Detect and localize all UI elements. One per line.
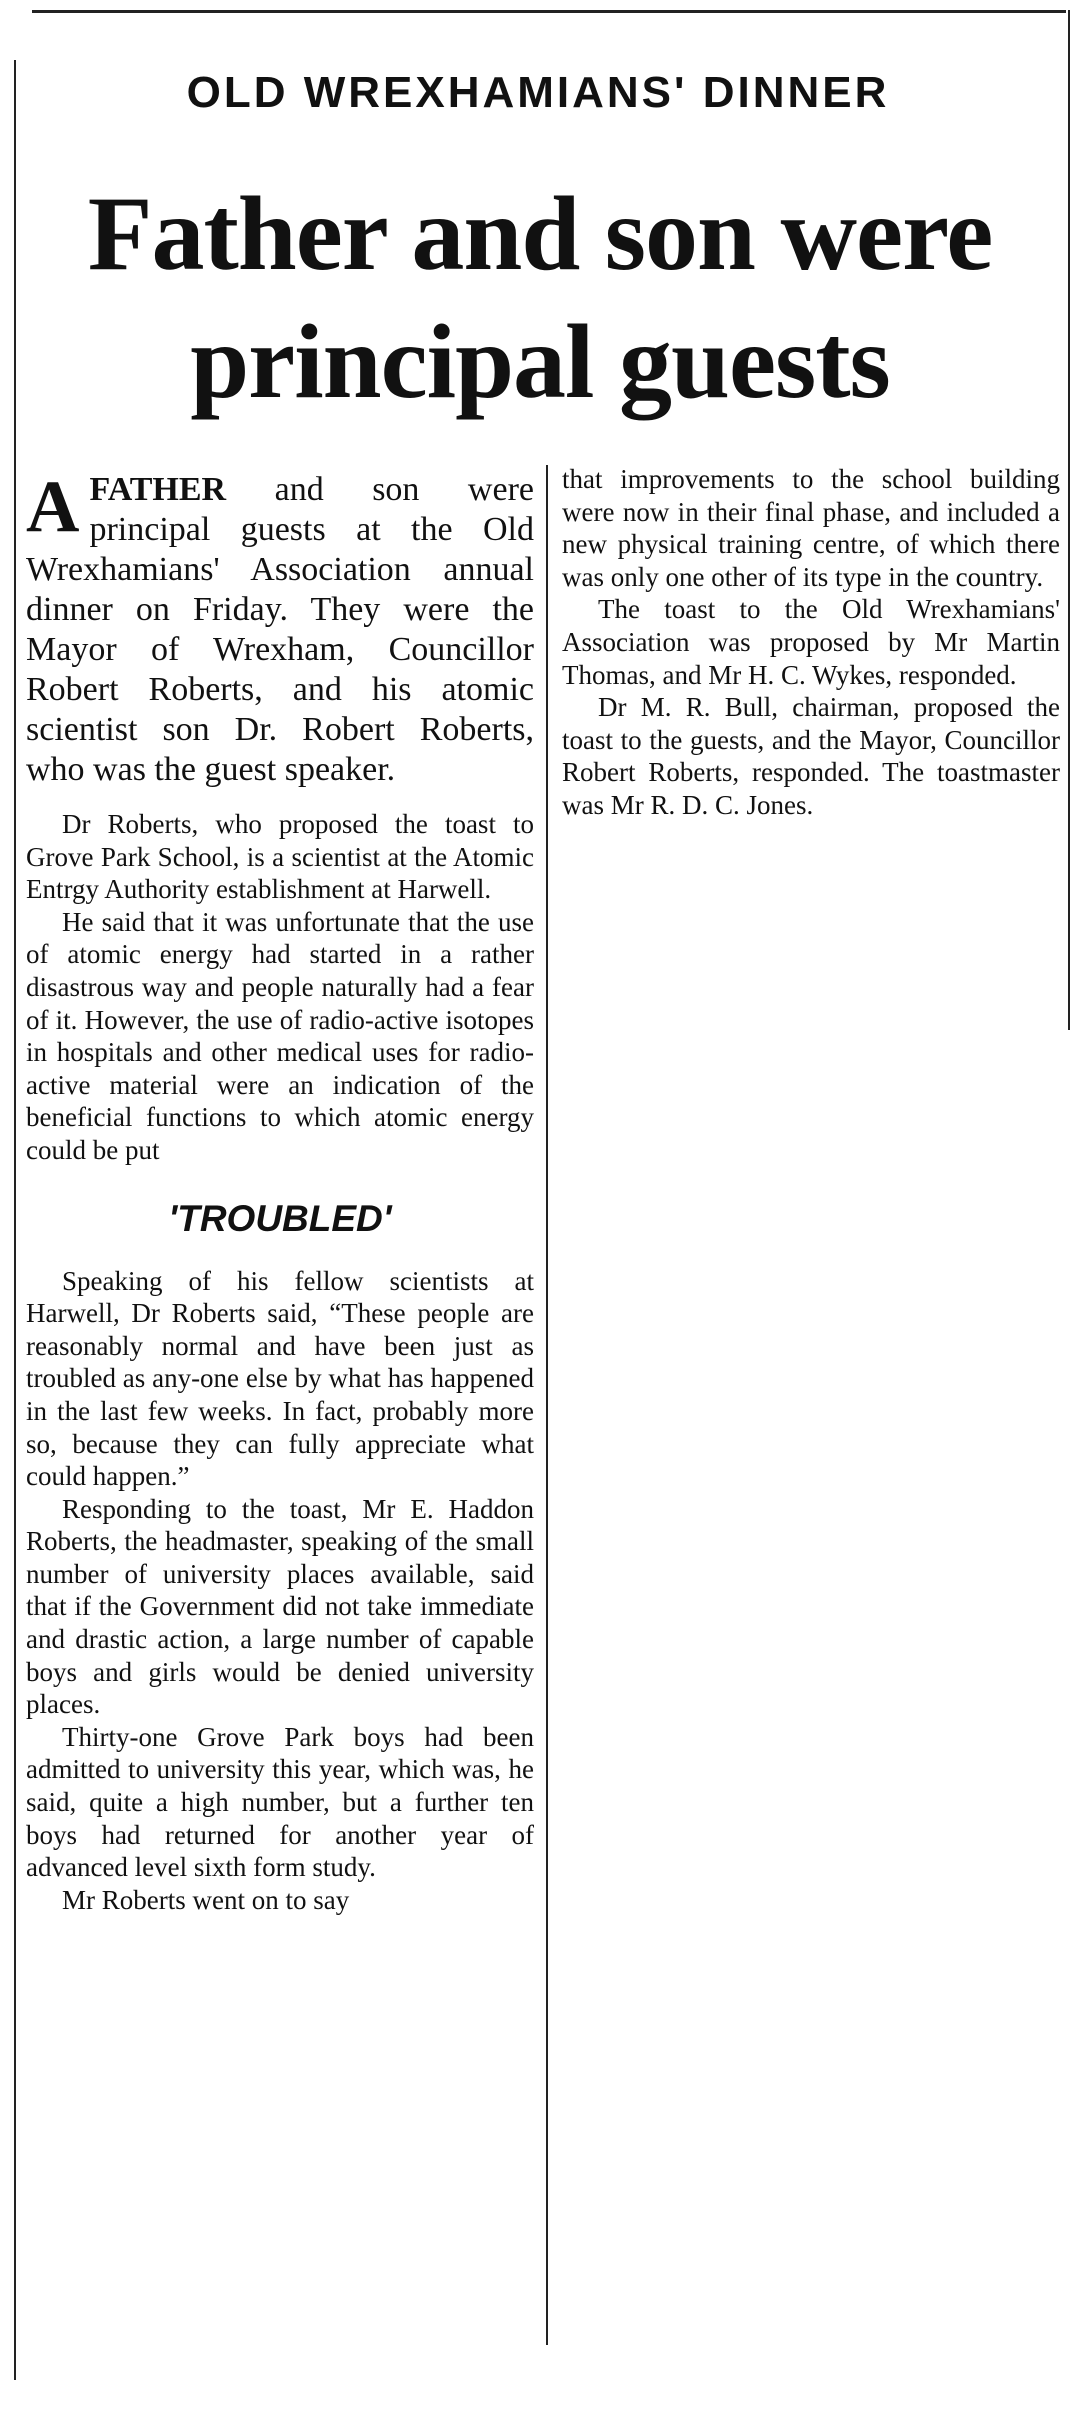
body-paragraph: that improvements to the school building were now in their final phase, and included a new physical training centre, of which there was only one other of its type in the country. <box>562 464 1060 592</box>
lead-paragraph <box>26 466 534 790</box>
top-rule <box>32 10 1066 13</box>
subheading: 'TROUBLED' <box>168 1197 392 1239</box>
body-paragraph: Speaking of his fellow scientists at Harwell, Dr Roberts said, “These people are reasonably normal and have been just as troubled as any-one else by what has happened in the last few weeks. In fact, probably more so, because they can fully appreciate what could happen.” <box>26 1265 534 1492</box>
column-two <box>562 463 1060 822</box>
body-paragraph: He said that it was unfortunate that the use of atomic energy had started in a rather disastrous way and people naturally had a fear of it. However, the use of radio-active isotopes in hospitals and other medical uses for radio-active material were an indication of the beneficial functions to which atomic energy could be put <box>26 906 534 1165</box>
lead-text: and son were principal guests at the Old Wrexhamians' Association annual dinner on Friday. They were the Mayor of Wrexham, Councillor Robert Roberts, and his atomic scientist son Dr. Robert Roberts, who was the guest speaker. <box>26 471 534 788</box>
body-paragraph: Dr M. R. Bull, chairman, proposed the toast to the guests, and the Mayor, Councillor Robert Roberts, responded. The toastmaster was Mr R. D. C. Jones. <box>562 692 1060 820</box>
body-paragraph: The toast to the Old Wrexhamians' Association was proposed by Mr Martin Thomas, and Mr H. C. Wykes, responded. <box>562 594 1060 690</box>
body-paragraph: Thirty-one Grove Park boys had been admitted to university this year, which was, he said, quite a high number, but a further ten boys had returned for another year of advanced level sixth form study. <box>26 1721 534 1883</box>
headline: Father and son were principal guests <box>87 175 993 420</box>
body-paragraph: Responding to the toast, Mr E. Haddon Roberts, the headmaster, speaking of the small number of university places available, said that if the Government did not take immediate and drastic action, a large number of capable boys and girls would be denied university places. <box>26 1493 534 1720</box>
column-divider <box>546 465 548 2345</box>
drop-cap: A <box>26 466 80 548</box>
left-border <box>14 60 16 2380</box>
body-paragraph: Dr Roberts, who proposed the toast to Grove Park School, is a scientist at the Atomic Entrgy Authority establishment at Harwell. <box>26 809 534 905</box>
body-paragraph: Mr Roberts went on to say <box>62 1884 350 1915</box>
kicker-heading: OLD WREXHAMIANS' DINNER <box>186 68 890 117</box>
right-border <box>1068 10 1070 1030</box>
column-one <box>26 466 534 1916</box>
lead-caps: FATHER <box>89 471 227 508</box>
